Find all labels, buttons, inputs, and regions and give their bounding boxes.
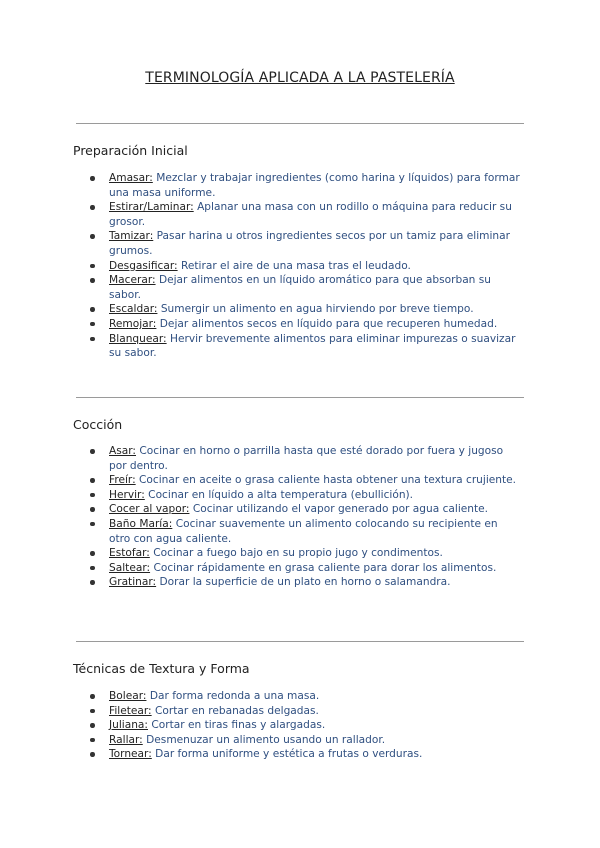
section-heading-preparacion: Preparación Inicial bbox=[73, 143, 188, 158]
term-label: Hervir: bbox=[109, 488, 145, 501]
term-list-item bbox=[90, 575, 520, 590]
term-label: Estofar: bbox=[109, 547, 150, 560]
term-label: Rallar: bbox=[109, 733, 143, 746]
term-list-item bbox=[90, 561, 520, 576]
term-definition: Dar forma redonda a una masa. bbox=[149, 690, 320, 702]
term-list-item bbox=[90, 689, 520, 704]
term-definition: Aplanar una masa con un rodillo o máquina para reducir su grosor. bbox=[109, 201, 512, 228]
term-list-item bbox=[90, 488, 520, 503]
term-label: Freír: bbox=[109, 474, 136, 487]
term-label: Filetear: bbox=[109, 704, 152, 717]
term-label: Cocer al vapor: bbox=[109, 503, 190, 516]
term-label: Tamizar: bbox=[109, 230, 154, 243]
term-list-item bbox=[90, 502, 520, 517]
term-label: Baño María: bbox=[109, 517, 173, 530]
term-list-item bbox=[90, 517, 520, 546]
section-heading-textura: Técnicas de Textura y Forma bbox=[73, 661, 250, 676]
term-definition: Dejar alimentos en un líquido aromático para que absorban su sabor. bbox=[109, 274, 491, 301]
term-list-item bbox=[90, 473, 520, 488]
term-list-item bbox=[90, 229, 520, 258]
term-label: Amasar: bbox=[109, 172, 153, 184]
term-list-item bbox=[90, 273, 520, 302]
term-list-item bbox=[90, 704, 520, 719]
term-definition: Cocinar a fuego bajo en su propio jugo y condimentos. bbox=[153, 547, 443, 560]
term-list-textura bbox=[90, 689, 520, 762]
term-label: Juliana: bbox=[109, 719, 148, 732]
term-label: Desgasificar: bbox=[109, 259, 178, 272]
term-definition: Desmenuzar un alimento usando un rallador. bbox=[146, 733, 386, 746]
term-list-item bbox=[90, 747, 520, 762]
term-label: Saltear: bbox=[109, 561, 151, 574]
term-definition: Cortar en tiras finas y alargadas. bbox=[151, 719, 326, 732]
term-label: Asar: bbox=[109, 445, 136, 457]
term-list-item bbox=[90, 200, 520, 229]
section-heading-coccion: Cocción bbox=[73, 417, 123, 432]
term-label: Escaldar: bbox=[109, 303, 158, 316]
term-label: Macerar: bbox=[109, 274, 156, 287]
term-definition: Retirar el aire de una masa tras el leudado. bbox=[180, 259, 411, 272]
term-list-item bbox=[90, 718, 520, 733]
term-label: Blanquear: bbox=[109, 332, 167, 345]
term-list-preparacion bbox=[90, 171, 520, 361]
term-list-item bbox=[90, 259, 520, 274]
term-definition: Sumergir un alimento en agua hirviendo por breve tiempo. bbox=[160, 303, 474, 316]
term-list-item bbox=[90, 332, 520, 361]
term-definition: Dorar la superficie de un plato en horno o salamandra. bbox=[159, 576, 451, 589]
term-definition: Cocinar en aceite o grasa caliente hasta obtener una textura crujiente. bbox=[139, 474, 517, 487]
term-list-item bbox=[90, 317, 520, 332]
term-label: Estirar/Laminar: bbox=[109, 201, 194, 214]
divider bbox=[76, 641, 524, 642]
term-definition: Hervir brevemente alimentos para eliminar impurezas o suavizar su sabor. bbox=[109, 332, 516, 360]
term-definition: Cocinar rápidamente en grasa caliente para dorar los alimentos. bbox=[153, 561, 497, 574]
term-definition: Pasar harina u otros ingredientes secos por un tamiz para eliminar grumos. bbox=[109, 230, 510, 257]
term-label: Gratinar: bbox=[109, 576, 157, 589]
term-list-coccion bbox=[90, 444, 520, 590]
term-definition: Cocinar utilizando el vapor generado por agua caliente. bbox=[192, 503, 489, 516]
term-list-item bbox=[90, 302, 520, 317]
term-label: Remojar: bbox=[109, 317, 157, 330]
term-definition: Cocinar suavemente un alimento colocando su recipiente en otro con agua caliente. bbox=[109, 517, 498, 545]
term-definition: Dejar alimentos secos en líquido para que recuperen humedad. bbox=[159, 317, 498, 330]
term-definition: Dar forma uniforme y estética a frutas o verduras. bbox=[155, 748, 423, 761]
term-label: Tornear: bbox=[109, 748, 152, 761]
term-definition: Cocinar en líquido a alta temperatura (ebullición). bbox=[148, 488, 414, 501]
divider bbox=[76, 397, 524, 398]
page-title: TERMINOLOGÍA APLICADA A LA PASTELERÍA bbox=[145, 70, 455, 86]
term-list-item bbox=[90, 171, 520, 200]
term-definition: Cortar en rebanadas delgadas. bbox=[155, 704, 319, 717]
term-label: Bolear: bbox=[109, 690, 147, 702]
term-list-item bbox=[90, 546, 520, 561]
term-list-item bbox=[90, 444, 520, 473]
term-definition: Cocinar en horno o parrilla hasta que esté dorado por fuera y jugoso por dentro. bbox=[109, 445, 504, 472]
term-definition: Mezclar y trabajar ingredientes (como harina y líquidos) para formar una masa uniforme. bbox=[109, 172, 520, 199]
divider bbox=[76, 123, 524, 124]
term-list-item bbox=[90, 733, 520, 748]
